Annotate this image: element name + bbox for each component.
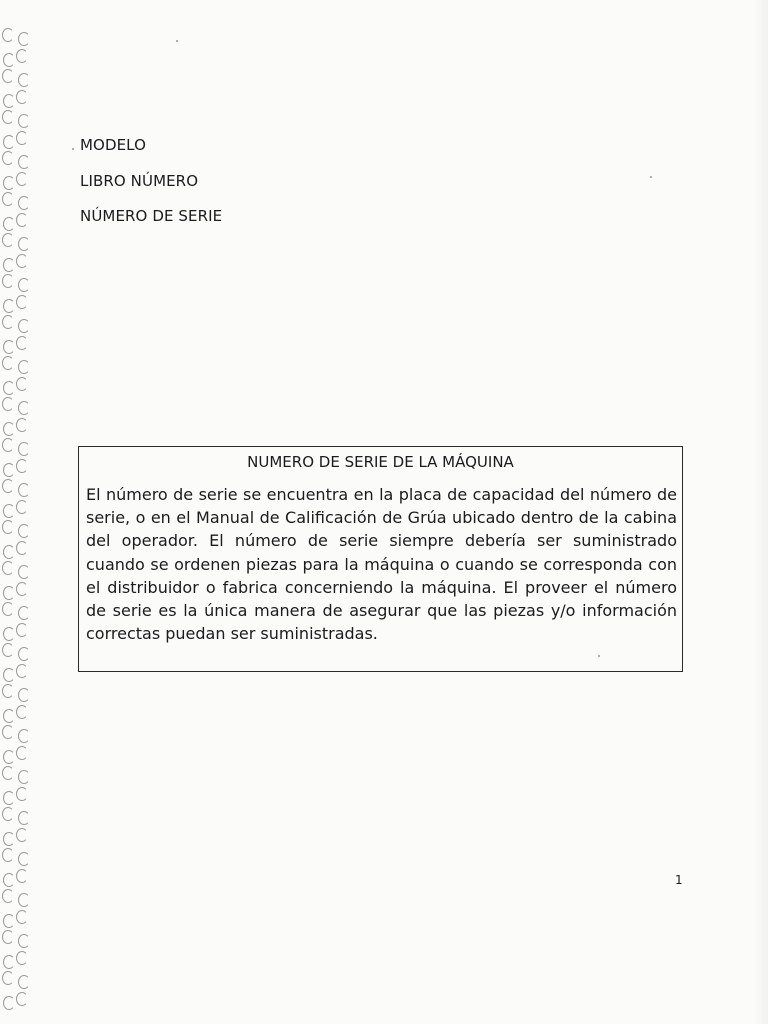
- binding-hole: [3, 217, 15, 231]
- binding-hole: [3, 94, 15, 108]
- binding-hole: [2, 315, 14, 329]
- binding-hole: [2, 520, 14, 534]
- notice-body: El número de serie se encuentra en la placa de capacidad del número de serie, o en el Manual de Calificación de Grúa ubicado dentro de la cabina del operador. El número de serie siempre debería ser suministrado cuando se ordenen piezas para la máquina o cuando se corresponda con el distribuidor o fabrica concerniendo la máquina. El proveer el número de serie es la única manera de asegurar que las piezas y/o información correctas puedan ser suministradas.: [86, 485, 677, 644]
- binding-hole: [16, 131, 28, 145]
- binding-hole: [2, 602, 14, 616]
- page-number: 1: [675, 873, 683, 887]
- binding-hole: [3, 586, 15, 600]
- binding-hole: [2, 643, 14, 657]
- binding-hole: [16, 418, 28, 432]
- binding-hole: [2, 397, 14, 411]
- binding-hole: [18, 606, 30, 620]
- binding-hole: [16, 910, 28, 924]
- binding-hole: [2, 438, 14, 452]
- binding-hole: [2, 356, 14, 370]
- binding-hole: [3, 53, 15, 67]
- binding-hole: [18, 32, 30, 46]
- binding-hole: [3, 914, 15, 928]
- binding-hole: [3, 627, 15, 641]
- binding-hole: [16, 951, 28, 965]
- binding-hole: [2, 151, 14, 165]
- binding-hole: [18, 155, 30, 169]
- binding-hole: [3, 545, 15, 559]
- binding-hole: [2, 684, 14, 698]
- binding-hole: [18, 483, 30, 497]
- scan-speck: [72, 148, 74, 150]
- binding-hole: [18, 852, 30, 866]
- binding-hole: [2, 930, 14, 944]
- binding-hole: [16, 172, 28, 186]
- binding-hole: [16, 992, 28, 1006]
- binding-hole: [3, 996, 15, 1010]
- binding-hole: [3, 668, 15, 682]
- binding-hole: [2, 725, 14, 739]
- binding-hole: [16, 664, 28, 678]
- binding-hole: [18, 893, 30, 907]
- binding-hole: [2, 69, 14, 83]
- binding-hole: [3, 135, 15, 149]
- binding-hole: [16, 869, 28, 883]
- binding-hole: [3, 791, 15, 805]
- binding-hole: [3, 422, 15, 436]
- model-label: MODELO: [80, 136, 147, 154]
- binding-hole: [18, 647, 30, 661]
- scan-edge: [754, 0, 768, 1024]
- notice-title: NUMERO DE SERIE DE LA MÁQUINA: [247, 453, 514, 471]
- binding-hole: [16, 541, 28, 555]
- binding-hole: [16, 787, 28, 801]
- binding-hole: [3, 955, 15, 969]
- binding-hole: [2, 110, 14, 124]
- binding-hole: [16, 459, 28, 473]
- binding-hole: [18, 442, 30, 456]
- binding-hole: [16, 828, 28, 842]
- book-number-label: LIBRO NÚMERO: [80, 172, 199, 190]
- binding-hole: [2, 848, 14, 862]
- binding-hole: [18, 975, 30, 989]
- binding-hole: [3, 340, 15, 354]
- binding-hole: [2, 233, 14, 247]
- binding-hole: [3, 832, 15, 846]
- binding-hole: [18, 524, 30, 538]
- binding-hole: [16, 623, 28, 637]
- binding-hole: [3, 299, 15, 313]
- binding-hole: [3, 381, 15, 395]
- binding-hole: [2, 28, 14, 42]
- binding-hole: [3, 873, 15, 887]
- binding-holes: [0, 0, 40, 1024]
- binding-hole: [16, 295, 28, 309]
- binding-hole: [2, 889, 14, 903]
- binding-hole: [2, 766, 14, 780]
- binding-hole: [16, 500, 28, 514]
- binding-hole: [2, 192, 14, 206]
- binding-hole: [16, 90, 28, 104]
- binding-hole: [18, 196, 30, 210]
- binding-hole: [16, 705, 28, 719]
- binding-hole: [16, 254, 28, 268]
- scan-speck: [650, 176, 652, 178]
- binding-hole: [16, 49, 28, 63]
- binding-hole: [18, 401, 30, 415]
- binding-hole: [18, 278, 30, 292]
- binding-hole: [3, 504, 15, 518]
- binding-hole: [3, 463, 15, 477]
- binding-hole: [18, 729, 30, 743]
- binding-hole: [3, 258, 15, 272]
- binding-hole: [18, 360, 30, 374]
- binding-hole: [16, 746, 28, 760]
- binding-hole: [18, 319, 30, 333]
- binding-hole: [3, 176, 15, 190]
- binding-hole: [16, 377, 28, 391]
- binding-hole: [18, 770, 30, 784]
- serial-number-label: NÚMERO DE SERIE: [80, 207, 223, 225]
- binding-hole: [2, 561, 14, 575]
- binding-hole: [18, 688, 30, 702]
- binding-hole: [18, 934, 30, 948]
- serial-number-notice-box: [78, 446, 683, 672]
- binding-hole: [18, 811, 30, 825]
- binding-hole: [18, 114, 30, 128]
- binding-hole: [3, 709, 15, 723]
- scan-speck: [598, 655, 600, 657]
- binding-hole: [18, 73, 30, 87]
- binding-hole: [2, 479, 14, 493]
- binding-hole: [2, 274, 14, 288]
- binding-hole: [16, 336, 28, 350]
- scan-speck: [176, 40, 178, 42]
- binding-hole: [3, 750, 15, 764]
- binding-hole: [18, 237, 30, 251]
- binding-hole: [16, 213, 28, 227]
- binding-hole: [2, 971, 14, 985]
- binding-hole: [18, 565, 30, 579]
- binding-hole: [2, 807, 14, 821]
- binding-hole: [16, 582, 28, 596]
